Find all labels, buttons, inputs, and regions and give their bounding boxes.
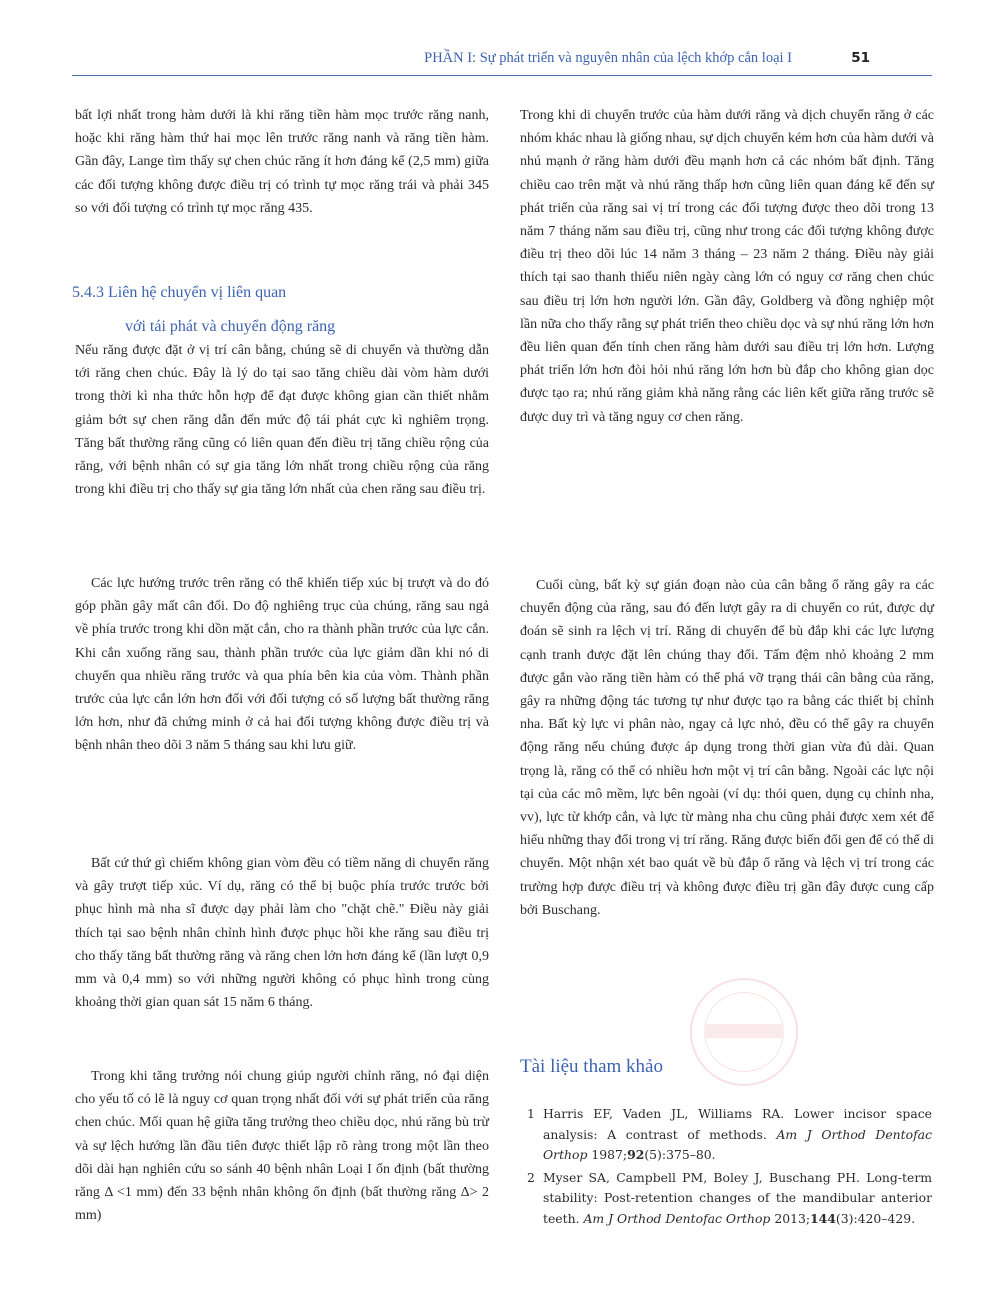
left-paragraph-3: Các lực hướng trước trên răng có thể khiến tiếp xúc bị trượt và do đó góp phần gây mất cân đối. Do độ nghiêng trục của chúng, răng sau ngả về phía trước trong khi dồn mặt cắn, cho ra thành phần trước của lực cắn. Khi cắn xuống răng sau, thành phần trước của lực giảm dần khi nó di chuyển qua nhiều răng trước và qua phía bên kia của vòm. Thành phần trước của lực cắn lớn hơn đối với đối tượng có số lượng bất thường răng lớn hơn, như đã chứng minh ở cả hai đối tượng không được điều trị và bệnh nhân theo dõi 3 năm 5 tháng sau khi lưu giữ. — [75, 576, 489, 754]
left-paragraph-1: bất lợi nhất trong hàm dưới là khi răng tiền hàm mọc trước răng nanh, hoặc khi răng hàm thứ hai mọc lên trước răng nanh và răng tiền hàm. Gần đây, Lange tìm thấy sự chen chúc răng ít hơn đáng kể (2,5 mm) giữa các đối tượng không được điều trị có trình tự mọc răng trái và phải 345 so với đối tượng có trình tự mọc răng 435. — [75, 108, 489, 216]
reference-volume: 144 — [810, 1210, 836, 1226]
running-header — [72, 48, 932, 76]
page-number: 51 — [851, 50, 870, 66]
reference-pages: (3):420–429. — [835, 1210, 916, 1226]
reference-list — [527, 1104, 932, 1231]
left-paragraph-5: Trong khi tăng trưởng nói chung giúp người chỉnh răng, nó đại diện cho yếu tố có lẽ là nguy cơ quan trọng nhất đối với sự phát triển của răng chen chúc. Mối quan hệ giữa tăng trưởng theo chiều dọc, nhú răng bù trừ và sự lệch hướng lần đầu tiên được thiết lập rõ ràng trong một lần theo dõi dài hạn nghiên cứu so sánh 40 bệnh nhân Loại I ổn định (bất thường răng Δ <1 mm) đến 33 bệnh nhân không ổn định (bất thường răng Δ> 2 mm) — [75, 1069, 489, 1224]
reference-journal: Am J Orthod Dentofac Orthop — [543, 1126, 933, 1162]
reference-volume: 92 — [627, 1147, 645, 1162]
reference-number: 2 — [527, 1169, 535, 1185]
section-heading-line-2: với tái phát và chuyển động răng — [125, 318, 336, 335]
watermark-band — [706, 1024, 782, 1038]
reference-year: 1987; — [587, 1147, 628, 1162]
running-header-title: PHẦN I: Sự phát triển và nguyên nhân của lệch khớp cắn loại I — [424, 50, 792, 66]
reference-item — [527, 1168, 932, 1230]
references-heading: Tài liệu tham khảo — [520, 1056, 663, 1077]
reference-item — [527, 1104, 932, 1166]
reference-journal: Am J Orthod Dentofac Orthop — [583, 1210, 771, 1226]
right-paragraph-2: Cuối cùng, bất kỳ sự gián đoạn nào của cân bằng ổ răng gây ra các chuyển động của răng, sau đó đến lượt gây ra di chuyển co rút, được dự đoán sẽ sinh ra lệch vị trí. Răng di chuyển để bù đắp khi các lực lượng cạnh tranh được đặt lên chúng thay đổi. Tấm đệm nhỏ khoảng 2 mm được gắn vào răng tiền hàm có thể phá vỡ trạng thái cân bằng của răng, gây ra những động tác tương tự như được tạo ra bằng các thiết bị chỉnh nha. Bất kỳ lực vi phân nào, ngay cả lực nhỏ, đều có thể gây ra chuyển động răng nếu chúng được áp dụng trong thời gian vừa đủ dài. Quan trọng là, răng có thể có nhiều hơn một vị trí cân bằng. Ngoài các lực nội tại của các mô mềm, lực bên ngoài (ví dụ: thói quen, dụng cụ chỉnh nha, vv), lực từ khớp cắn, và lực từ màng nha chu cũng phải được xem xét để hiểu những thay đổi trong vị trí răng. Răng được biến đổi gen để có thể di chuyển. Một nhận xét bao quát về bù đắp ổ răng và lệch vị trí trong các trường hợp được điều trị và không được điều trị gần đây được cung cấp bởi Buschang. — [520, 578, 934, 918]
left-paragraph-2: Nếu răng được đặt ở vị trí cân bằng, chúng sẽ di chuyển và thường dẫn tới răng chen chúc. Đây là lý do tại sao tăng chiều dài vòm hàm dưới trong thời kì nha thức hỗn hợp để đạt được không gian cần thiết nhằm giảm bớt sự chen răng dẫn đến mức độ tái phát cực kì nghiêm trọng. Tăng bất thường răng cũng có liên quan đến điều trị tăng chiều rộng của răng, với bệnh nhân có sự gia tăng lớn nhất trong chiều rộng của răng trong khi điều trị cho thấy sự gia tăng lớn nhất của chen răng sau điều trị. — [75, 343, 489, 498]
reference-year: 2013; — [770, 1210, 811, 1226]
reference-text: Myser SA, Campbell PM, Boley J, Buschang PH. Long-term stability: Post-retention changes of the mandibular anterior teeth. — [543, 1169, 932, 1226]
section-heading-line-1: 5.4.3 Liên hệ chuyển vị liên quan — [72, 284, 287, 301]
reference-text: Harris EF, Vaden JL, Williams RA. Lower incisor space analysis: A contrast of methods. — [543, 1106, 932, 1142]
reference-pages: (5):375–80. — [644, 1147, 716, 1162]
watermark-seal-icon — [690, 978, 798, 1086]
right-paragraph-1: Trong khi di chuyển trước của hàm dưới răng và dịch chuyển răng ở các nhóm khác nhau là giống nhau, sự dịch chuyển kém hơn của hàm dưới và nhú mạnh ở răng hàm dưới đều mạnh hơn cả các nhóm bất định. Tăng chiều cao trên mặt và nhú răng thấp hơn cũng liên quan đáng kể đến sự phát triển của răng sai vị trí trong các đối tượng được theo dõi trong 13 năm 7 tháng năm sau điều trị, cũng như trong các đối tượng không được điều trị theo dõi lúc 14 năm 3 tháng – 23 năm 2 tháng. Điều này giải thích tại sao thanh thiếu niên ngày càng lớn có nguy cơ răng chen chúc sau điều trị lớn hơn người lớn. Gần đây, Goldberg và đồng nghiệp một lần nữa cho thấy rằng sự phát triển theo chiều dọc và sự nhú răng lớn hơn đều liên quan đến tính chen răng hàm dưới sau điều trị lớn hơn. Lượng phát triển lớn hơn đòi hỏi nhú răng lớn hơn bù đắp cho không gian dọc được tạo ra; nhú răng giảm khả năng rằng các liên kết giữa răng trước sẽ được duy trì và tăng nguy cơ chen răng. — [520, 108, 934, 425]
left-paragraph-4: Bất cứ thứ gì chiếm không gian vòm đều có tiềm năng di chuyển răng và gây trượt tiếp xúc. Ví dụ, răng có thể bị buộc phía trước trước bởi phục hình mà nha sĩ được dạy phải làm cho "chặt chẽ." Điều này giải thích tại sao bệnh nhân chỉnh hình được phục hồi khe răng sau điều trị cho thấy tăng bất thường răng và răng chen lớn hơn đáng kể (lần lượt 0,9 mm và 0,4 mm) so với những người không có phục hình trong cùng khoảng thời gian quan sát 15 năm 6 tháng. — [75, 856, 489, 1011]
reference-number: 1 — [527, 1106, 535, 1121]
